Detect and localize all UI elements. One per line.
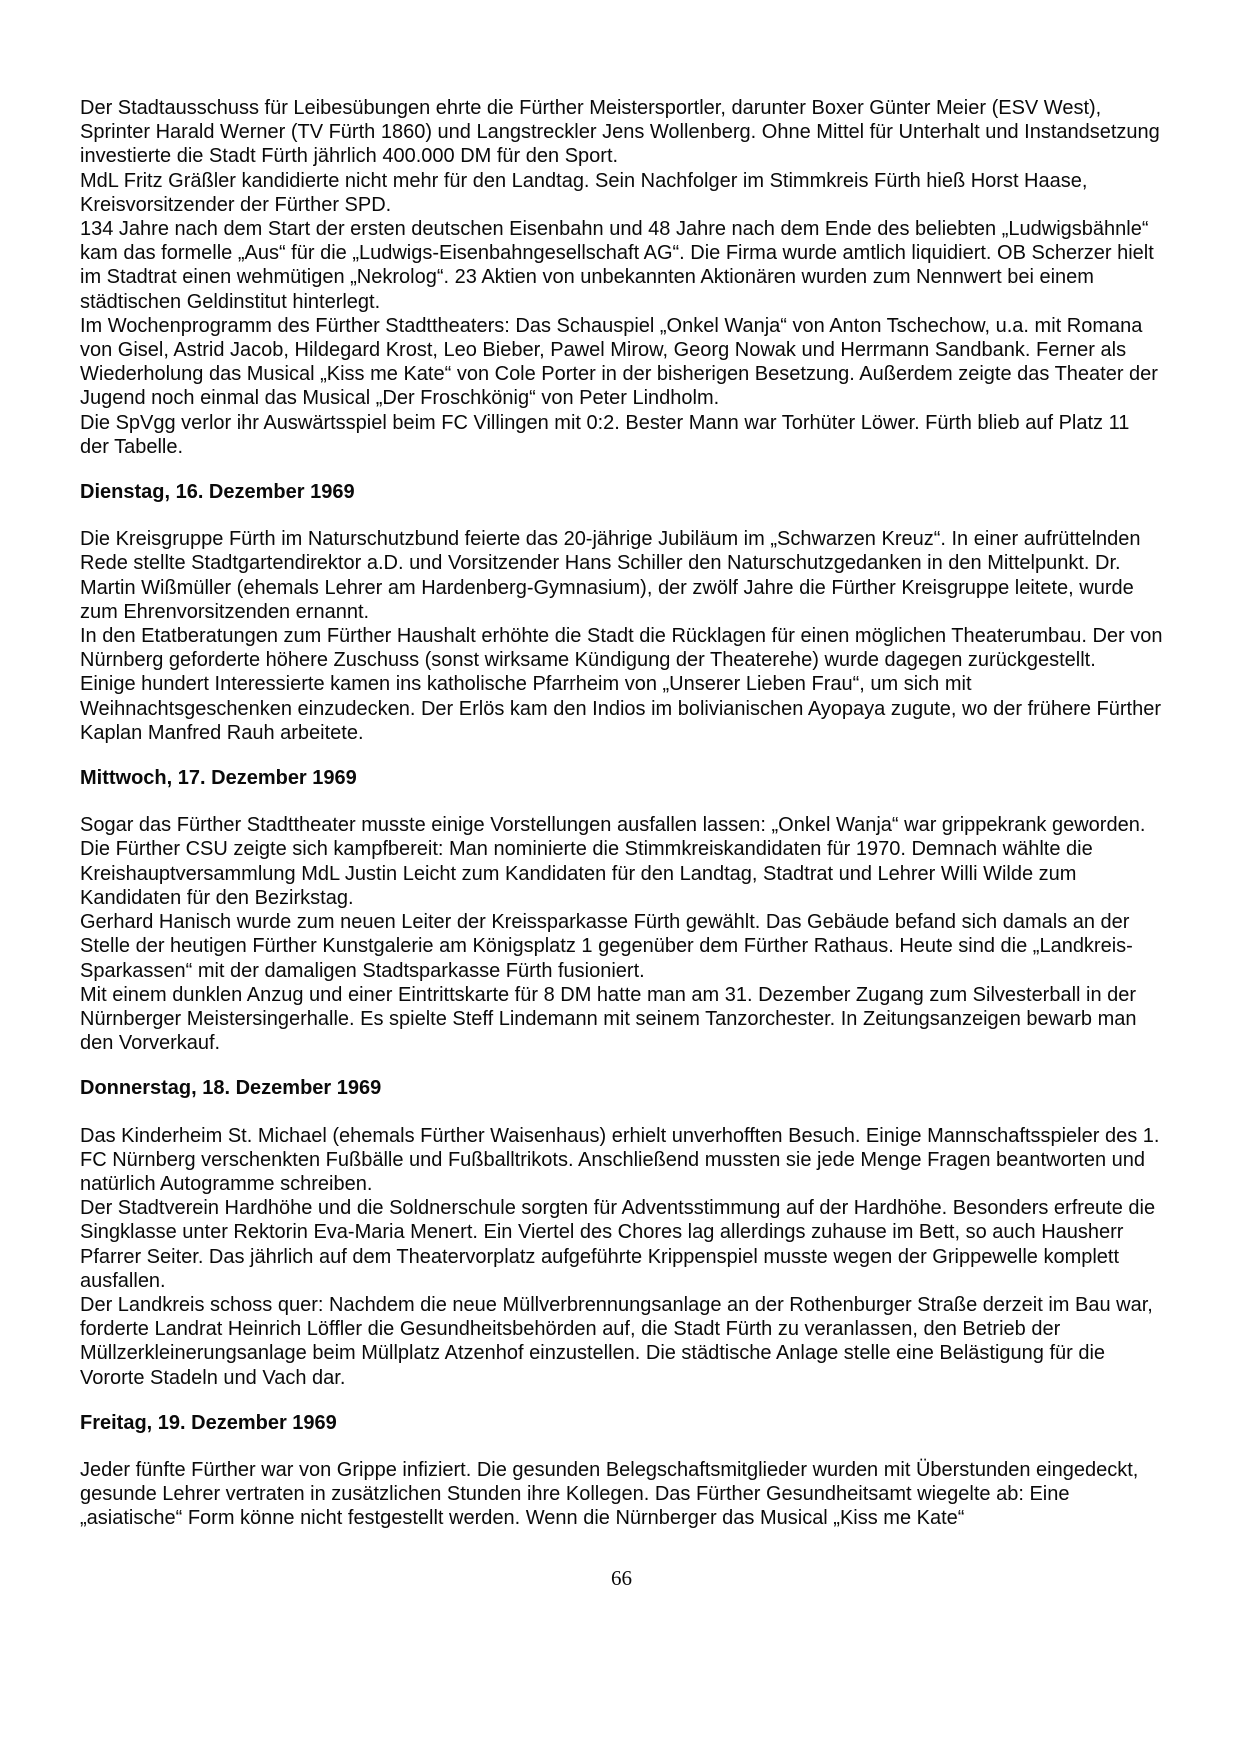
intro-paragraph: Im Wochenprogramm des Fürther Stadttheaters: Das Schauspiel „Onkel Wanja“ von Anton Tschechow, u.a. mit Romana von Gisel, Astrid Jacob, Hildegard Krost, Leo Bieber, Pawel Mirow, Georg Nowak und Herrmann Sandbank. Ferner als Wiederholung das Musical „Kiss me Kate“ von Cole Porter in der bisherigen Besetzung. Außerdem zeigte das Theater der Jugend noch einmal das Musical „Der Froschkönig“ von Peter Lindholm. xyxy=(80,314,1158,410)
intro-paragraph: Die SpVgg verlor ihr Auswärtsspiel beim FC Villingen mit 0:2. Bester Mann war Torhüter Löwer. Fürth blieb auf Platz 11 der Tabelle. xyxy=(80,411,1130,458)
section-paragraph: Die Fürther CSU zeigte sich kampfbereit: Man nominierte die Stimmkreiskandidaten für 1970. Demnach wählte die Kreishauptversammlung MdL Justin Leicht zum Kandidaten für den Landtag, Stadtrat und Lehrer Willi Wilde zum Kandidaten für den Bezirkstag. xyxy=(80,838,1093,909)
intro-paragraph: MdL Fritz Gräßler kandidierte nicht mehr für den Landtag. Sein Nachfolger im Stimmkreis Fürth hieß Horst Haase, Kreisvorsitzender der Fürther SPD. xyxy=(80,169,1088,216)
section-paragraph: Jeder fünfte Fürther war von Grippe infiziert. Die gesunden Belegschaftsmitglieder wurden mit Überstunden eingedeckt, gesunde Lehrer vertraten in zusätzlichen Stunden ihre Kollegen. Das Fürther Gesundheitsamt wiegelte ab: Eine „asiatische“ Form könne nicht festgestellt werden. Wenn die Nürnberger das Musical „Kiss me Kate“ xyxy=(80,1458,1139,1530)
section-paragraph: Gerhard Hanisch wurde zum neuen Leiter der Kreissparkasse Fürth gewählt. Das Gebäude befand sich damals an der Stelle der heutigen Fürther Kunstgalerie am Königsplatz 1 gegenüber dem Fürther Rathaus. Heute sind die „Landkreis-Sparkassen“ mit der damaligen Stadtsparkasse Fürth fusioniert. xyxy=(80,911,1133,982)
section-paragraph: Der Stadtverein Hardhöhe und die Soldnerschule sorgten für Adventsstimmung auf der Hardhöhe. Besonders erfreute die Singklasse unter Rektorin Eva-Maria Menert. Ein Viertel des Chores lag allerdings zuhause im Bett, so auch Hausherr Pfarrer Seiter. Das jährlich auf dem Theatervorplatz aufgeführte Krippenspiel musste wegen der Grippewelle komplett ausfallen. xyxy=(80,1197,1156,1292)
section-paragraph: Der Landkreis schoss quer: Nachdem die neue Müllverbrennungsanlage an der Rothenburger Straße derzeit im Bau war, forderte Landrat Heinrich Löffler die Gesundheitsbehörden auf, die Stadt Fürth zu veranlassen, den Betrieb der Müllzerkleinerungsanlage beim Müllplatz Atzenhof einzustellen. Die städtische Anlage stelle eine Belästigung für die Vororte Stadeln und Vach dar. xyxy=(80,1293,1153,1389)
section-heading-donnerstag: Donnerstag, 18. Dezember 1969 xyxy=(80,1077,382,1100)
section-heading-freitag: Freitag, 19. Dezember 1969 xyxy=(80,1411,337,1434)
section-paragraph: Mit einem dunklen Anzug und einer Eintrittskarte für 8 DM hatte man am 31. Dezember Zugang zum Silvesterball in der Nürnberger Meistersingerhalle. Es spielte Steff Lindemann mit seinem Tanzorchester. In Zeitungsanzeigen bewarb man den Vorverkauf. xyxy=(80,983,1137,1055)
section-heading-dienstag: Dienstag, 16. Dezember 1969 xyxy=(80,481,355,504)
page-number: 66 xyxy=(611,1565,632,1590)
intro-paragraph: 134 Jahre nach dem Start der ersten deutschen Eisenbahn und 48 Jahre nach dem Ende des beliebten „Ludwigsbähnle“ kam das formelle „Aus“ für die „Ludwigs-Eisenbahngesellschaft AG“. Die Firma wurde amtlich liquidiert. OB Scherzer hielt im Stadtrat einen wehmütigen „Nekrolog“. 23 Aktien von unbekannten Aktionären wurden zum Nennwert bei einem städtischen Geldinstitut hinterlegt. xyxy=(80,218,1154,313)
section-paragraph: Sogar das Fürther Stadttheater musste einige Vorstellungen ausfallen lassen: „Onkel Wanja“ war grippekrank geworden. xyxy=(80,814,1146,837)
section-paragraph: Einige hundert Interessierte kamen ins katholische Pfarrheim von „Unserer Lieben Frau“, um sich mit Weihnachtsgeschenken einzudecken. Der Erlös kam den Indios im bolivianischen Ayopaya zugute, wo der frühere Fürther Kaplan Manfred Rauh arbeitete. xyxy=(80,673,1161,744)
intro-paragraph: Der Stadtausschuss für Leibesübungen ehrte die Fürther Meistersportler, darunter Boxer Günter Meier (ESV West), Sprinter Harald Werner (TV Fürth 1860) und Langstreckler Jens Wollenberg. Ohne Mittel für Unterhalt und Instandsetzung investierte die Stadt Fürth jährlich 400.000 DM für den Sport. xyxy=(80,97,1160,168)
section-paragraph: Das Kinderheim St. Michael (ehemals Fürther Waisenhaus) erhielt unverhofften Besuch. Einige Mannschaftsspieler des 1. FC Nürnberg verschenkten Fußbälle und Fußballtrikots. Anschließend mussten sie jede Menge Fragen beantworten und natürlich Autogramme schreiben. xyxy=(80,1124,1160,1195)
section-paragraph: Die Kreisgruppe Fürth im Naturschutzbund feierte das 20-jährige Jubiläum im „Schwarzen Kreuz“. In einer aufrüttelnden Rede stellte Stadtgartendirektor a.D. und Vorsitzender Hans Schiller den Naturschutzgedanken in den Mittelpunkt. Dr. Martin Wißmüller (ehemals Lehrer am Hardenberg-Gymnasium), der zwölf Jahre die Fürther Kreisgruppe leitete, wurde zum Ehrenvorsitzenden ernannt. xyxy=(80,528,1141,623)
section-heading-mittwoch: Mittwoch, 17. Dezember 1969 xyxy=(80,767,357,790)
section-paragraph: In den Etatberatungen zum Fürther Haushalt erhöhte die Stadt die Rücklagen für einen möglichen Theaterumbau. Der von Nürnberg geforderte höhere Zuschuss (sonst wirksame Kündigung der Theaterehe) wurde dagegen zurückgestellt. xyxy=(80,625,1163,672)
